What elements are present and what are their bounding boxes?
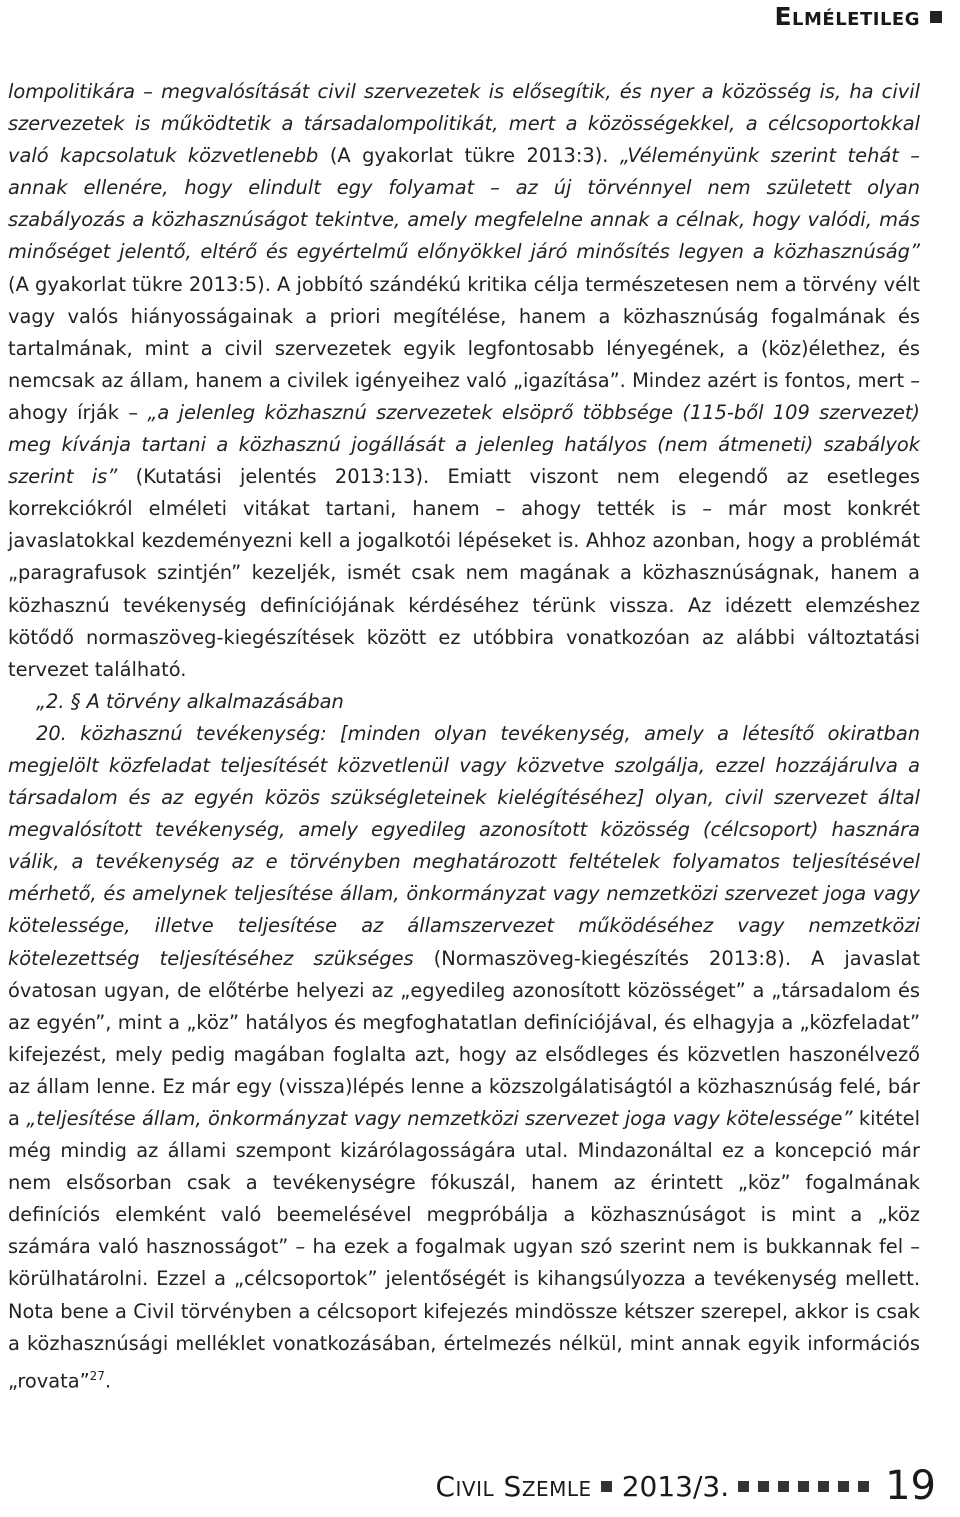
body-text bbox=[8, 76, 920, 1397]
square-bullet-icon bbox=[858, 1481, 869, 1492]
citation: (A gyakorlat tükre 2013:3). bbox=[318, 144, 620, 168]
page-number: 19 bbox=[885, 1463, 936, 1509]
square-bullet-icon bbox=[778, 1481, 789, 1492]
square-bullet-icon bbox=[758, 1481, 769, 1492]
square-bullet-icon bbox=[601, 1481, 612, 1492]
square-bullet-icon bbox=[930, 11, 942, 23]
law-definition-quote: 20. közhasznú tevékenység: [minden olyan tevékenység, amely a létesítő okiratban megjelölt közfeladat teljesítését közvetlenül vagy közvetve szolgálja, ezzel hozzájárulva a társadalom és az egyén közös szükségleteinek kielégítéséhez] olyan, civil szervezet által megvalósított tevékenység, amely egyedileg azonosított közösség (célcsoport) hasznára válik, a tevékenység az e törvényben meghatározott feltételek folyamatos teljesítésével mérhető, és amelynek teljesítése állam, önkormányzat vagy nemzetközi szervezet joga vagy kötelessége, illetve teljesítése az államszervezet működéséhez vagy nemzetközi kötelezettség teljesítéséhez szükséges bbox=[8, 721, 920, 970]
paragraph-1 bbox=[8, 76, 920, 686]
paragraph-3 bbox=[8, 718, 920, 1397]
issue-number: 2013/3. bbox=[621, 1469, 730, 1503]
italic-quote: „Véleményünk szerint tehát – annak ellenére, hogy elindult egy folyamat – az új törvénnyel nem született olyan szabályozás a közhasznúságot tekintve, amely megfelelne annak a célnak, hogy valódi, más minőséget jelentő, eltérő és egyértelmű előnyökkel járó minősítés legyen a közhasznúság” bbox=[8, 144, 920, 264]
section-title: Elméletileg bbox=[774, 2, 920, 31]
body-text-run: kitétel még mindig az állami szempont kizárólagosságára utal. Mindazonáltal ez a koncepció már nem elsősorban csak a tevékenységre fókuszál, hanem az érintett „köz” fogalmának definíciós elemként való beemelésével megpróbálja a közhasznúságot is mint a „köz számára való hasznosságot” – ha ezek a fogalmak ugyan szó szerint nem is bukkannak fel – körülhatárolni. Ezzel a „célcsoportok” jelentőségét is kihangsúlyozza a tevékenység mellett. Nota bene a Civil törvényben a célcsoport kifejezés mindössze kétszer szerepel, akkor is csak a közhasznúsági melléklet vonatkozásában, értelmezés nélkül, mint annak egyik információs „rovata” bbox=[8, 1107, 920, 1393]
page-footer bbox=[435, 1463, 936, 1509]
italic-quote: lompolitikára – megvalósítását civil szervezetek is elősegítik, és nyer a közösség is, ha civil szervezetek is működtetik a társadalompolitikát, mert a közösségekkel, a célcsoportokkal való kapcsolatuk közvetlenebb bbox=[8, 80, 920, 168]
body-text-run: (Normaszöveg-kiegészítés 2013:8). A javaslat óvatosan ugyan, de előtérbe helyezi az „egyedileg azonosított közösséget” a „társadalom és az egyén”, mint a „köz” hatályos és megfoghatatlan definíciójával, és elhagyja a „közfeladat” kifejezést, mely pedig magában foglalta azt, hogy az elsődleges és közvetlen haszonélvező az állam lenne. Ez már egy (vissza)lépés lenne a közszolgálatiságtól a közhasznúság felé, bár a bbox=[8, 946, 920, 1130]
square-bullet-icon bbox=[798, 1481, 809, 1492]
italic-quote: „teljesítése állam, önkormányzat vagy nemzetközi szervezet joga vagy kötelessége” bbox=[26, 1107, 853, 1130]
footnote-reference[interactable]: 27 bbox=[89, 1368, 105, 1383]
square-bullet-icon bbox=[818, 1481, 829, 1492]
italic-quote: „a jelenleg közhasznú szervezetek elsöprő többsége (115-ből 109 szervezet) meg kívánja tartani a közhasznú jogállását a jelenleg hatályos (nem átmeneti) szabályok szerint is” bbox=[8, 400, 920, 489]
square-bullet-icon bbox=[838, 1481, 849, 1492]
body-text-run: (A gyakorlat tükre 2013:5). A jobbító szándékú kritika célja természetesen nem a törvény vélt vagy valós hiányosságainak a priori megítélése, hanem a közhasznúság fogalmának és tartalmának, mint a civil szervezetek egyik legfontosabb lényegének, a (köz)élethez, és nemcsak az állam, hanem a civilek igényeihez való „igazítása”. Mindez azért is fontos, mert – ahogy írják – bbox=[8, 272, 920, 424]
page-header bbox=[774, 2, 942, 31]
journal-title: Civil Szemle bbox=[435, 1469, 592, 1503]
square-bullet-icon bbox=[738, 1481, 749, 1492]
body-text-run: (Kutatási jelentés 2013:13). Emiatt viszont nem elegendő az esetleges korrekciókról elméleti vitákat tartani, hanem – ahogy tették is – már most konkrét javaslatokkal kezdeményezni kell a jogalkotói lépéseket is. Ahhoz azonban, hogy a problémát „paragrafusok szintjén” kezeljék, ismét csak nem magának a közhasznúságnak, hanem a közhasznú tevékenység definíciójának kérdéséhez térünk vissza. Az idézett elemzéshez kötődő normaszöveg-kiegészítések között ez utóbbira vonatkozóan az alábbi változtatási tervezet található. bbox=[8, 465, 920, 681]
law-section-heading: „2. § A törvény alkalmazásában bbox=[36, 689, 344, 713]
body-text-run: . bbox=[104, 1369, 112, 1393]
